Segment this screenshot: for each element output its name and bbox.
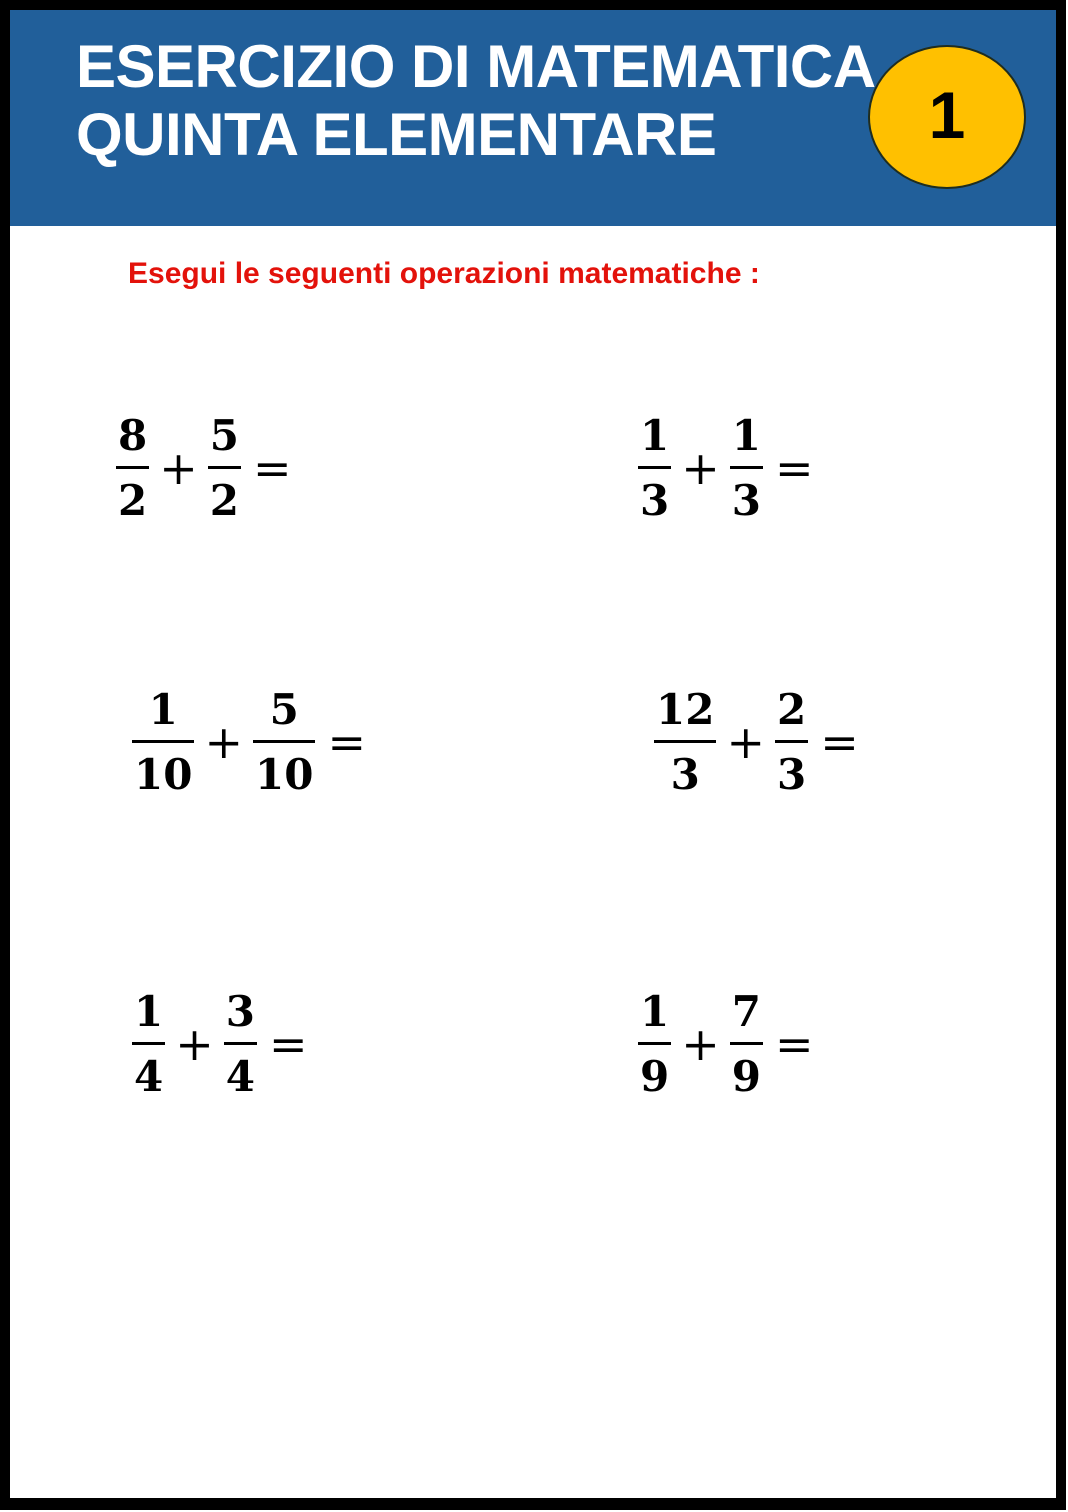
denominator: 10 — [134, 750, 193, 799]
denominator: 4 — [225, 1052, 256, 1101]
fraction-bar — [638, 466, 671, 469]
denominator: 2 — [118, 476, 148, 525]
instruction-text: Esegui le seguenti operazioni matematiche : — [128, 257, 760, 290]
numerator: 8 — [118, 411, 148, 460]
numerator: 1 — [148, 685, 178, 734]
denominator: 2 — [209, 476, 240, 525]
fraction-b — [253, 685, 315, 799]
fraction-bar — [208, 466, 241, 469]
fraction-bar — [132, 740, 194, 743]
exercise-item — [132, 685, 366, 799]
fraction-a — [132, 685, 194, 799]
denominator: 3 — [640, 476, 670, 525]
numerator: 1 — [731, 411, 762, 460]
plus-operator: + — [726, 714, 765, 769]
exercise-item — [654, 685, 859, 799]
numerator: 3 — [225, 987, 256, 1036]
plus-operator: + — [175, 1016, 214, 1071]
numerator: 1 — [640, 411, 670, 460]
equals-sign: = — [820, 714, 859, 769]
numerator: 1 — [134, 987, 164, 1036]
fraction-a — [132, 987, 165, 1101]
numerator: 7 — [731, 987, 762, 1036]
exercise-item — [638, 987, 814, 1101]
denominator: 9 — [731, 1052, 762, 1101]
numerator: 12 — [656, 685, 715, 734]
equals-sign: = — [269, 1016, 308, 1071]
worksheet-subtitle: QUINTA ELEMENTARE — [76, 101, 717, 168]
numerator: 5 — [209, 411, 240, 460]
exercise-item — [116, 411, 292, 525]
exercise-item — [638, 411, 814, 525]
worksheet-title: ESERCIZIO DI MATEMATICA — [76, 33, 876, 100]
fraction-a — [638, 411, 671, 525]
denominator: 10 — [255, 750, 314, 799]
denominator: 3 — [777, 750, 807, 799]
numerator: 2 — [777, 685, 807, 734]
fraction-a — [116, 411, 149, 525]
plus-operator: + — [681, 440, 720, 495]
fraction-b — [208, 411, 241, 525]
fraction-bar — [253, 740, 315, 743]
denominator: 9 — [640, 1052, 670, 1101]
numerator: 5 — [269, 685, 299, 734]
fraction-bar — [132, 1042, 165, 1045]
equals-sign: = — [253, 440, 292, 495]
equals-sign: = — [327, 714, 366, 769]
equals-sign: = — [775, 440, 814, 495]
exercise-item — [132, 987, 308, 1101]
fraction-bar — [654, 740, 716, 743]
numerator: 1 — [640, 987, 670, 1036]
fraction-bar — [116, 466, 149, 469]
fraction-bar — [730, 466, 763, 469]
fraction-b — [730, 411, 763, 525]
plus-operator: + — [204, 714, 243, 769]
fraction-bar — [638, 1042, 671, 1045]
denominator: 3 — [670, 750, 700, 799]
fraction-b — [224, 987, 257, 1101]
fraction-bar — [775, 740, 808, 743]
fraction-b — [730, 987, 763, 1101]
fraction-a — [638, 987, 671, 1101]
equals-sign: = — [775, 1016, 814, 1071]
plus-operator: + — [681, 1016, 720, 1071]
denominator: 4 — [134, 1052, 164, 1101]
fraction-bar — [224, 1042, 257, 1045]
plus-operator: + — [159, 440, 198, 495]
fraction-b — [775, 685, 808, 799]
fraction-bar — [730, 1042, 763, 1045]
exercise-number-badge — [868, 45, 1026, 189]
fraction-a — [654, 685, 716, 799]
denominator: 3 — [731, 476, 762, 525]
exercise-number: 1 — [928, 78, 966, 152]
